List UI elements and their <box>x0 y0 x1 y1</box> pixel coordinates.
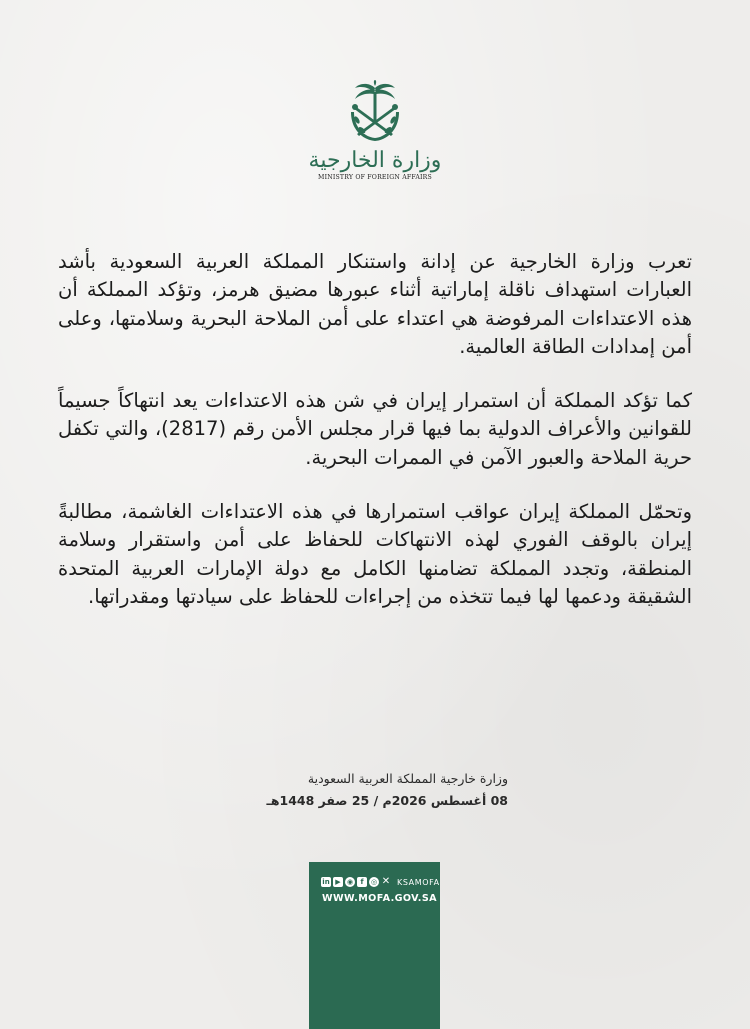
youtube-icon[interactable]: ▶ <box>333 877 343 887</box>
snapchat-icon[interactable]: ◉ <box>346 878 354 886</box>
ministry-name-arabic: وزارة الخارجية <box>308 148 442 173</box>
social-media-row <box>321 877 440 887</box>
ministry-logo <box>300 80 450 190</box>
footer-contact-box <box>309 862 440 1029</box>
ministry-name-english: MINISTRY OF FOREIGN AFFAIRS <box>318 174 432 181</box>
facebook-icon[interactable]: f <box>357 877 367 887</box>
social-handle: KSAMOFA <box>397 877 440 887</box>
x-icon[interactable]: ✕ <box>381 876 391 887</box>
signature-block <box>240 768 508 812</box>
palm-and-swords-icon <box>343 80 407 146</box>
statement-paragraph: كما تؤكد المملكة أن استمرار إيران في شن هذه الاعتداءات يعد انتهاكاً جسيماً للقوانين والأعراف الدولية بما فيها قرار مجلس الأمن رقم (2817)، والتي تكفل حرية الملاحة والعبور الآمن في الممرات البحرية. <box>58 389 692 469</box>
issuer-name: وزارة خارجية المملكة العربية السعودية <box>307 771 508 786</box>
issue-date: 08 أغسطس 2026م / 25 صفر 1448هـ <box>266 793 508 808</box>
instagram-icon[interactable]: ◎ <box>370 878 378 886</box>
linkedin-icon[interactable]: in <box>322 878 330 886</box>
statement-body <box>58 248 692 637</box>
website-link[interactable]: WWW.MOFA.GOV.SA <box>322 893 437 904</box>
statement-paragraph: وتحمّل المملكة إيران عواقب استمرارها في هذه الاعتداءات الغاشمة، مطالبةً إيران بالوقف الفوري لهذه الانتهاكات للحفاظ على أمن واستقرار وسلامة المنطقة، وتجدد المملكة تضامنها الكامل مع دولة الإمارات العربية المتحدة الشقيقة ودعمها لها فيما تتخذه من إجراءات للحفاظ على سيادتها ومقدراتها. <box>58 500 692 608</box>
statement-paragraph: تعرب وزارة الخارجية عن إدانة واستنكار المملكة العربية السعودية بأشد العبارات استهداف ناقلة إماراتية أثناء عبورها مضيق هرمز، وتؤكد المملكة أن هذه الاعتداءات المرفوضة هي اعتداء على أمن الملاحة البحرية وسلامتها، وعلى أمن إمدادات الطاقة العالمية. <box>58 250 692 358</box>
